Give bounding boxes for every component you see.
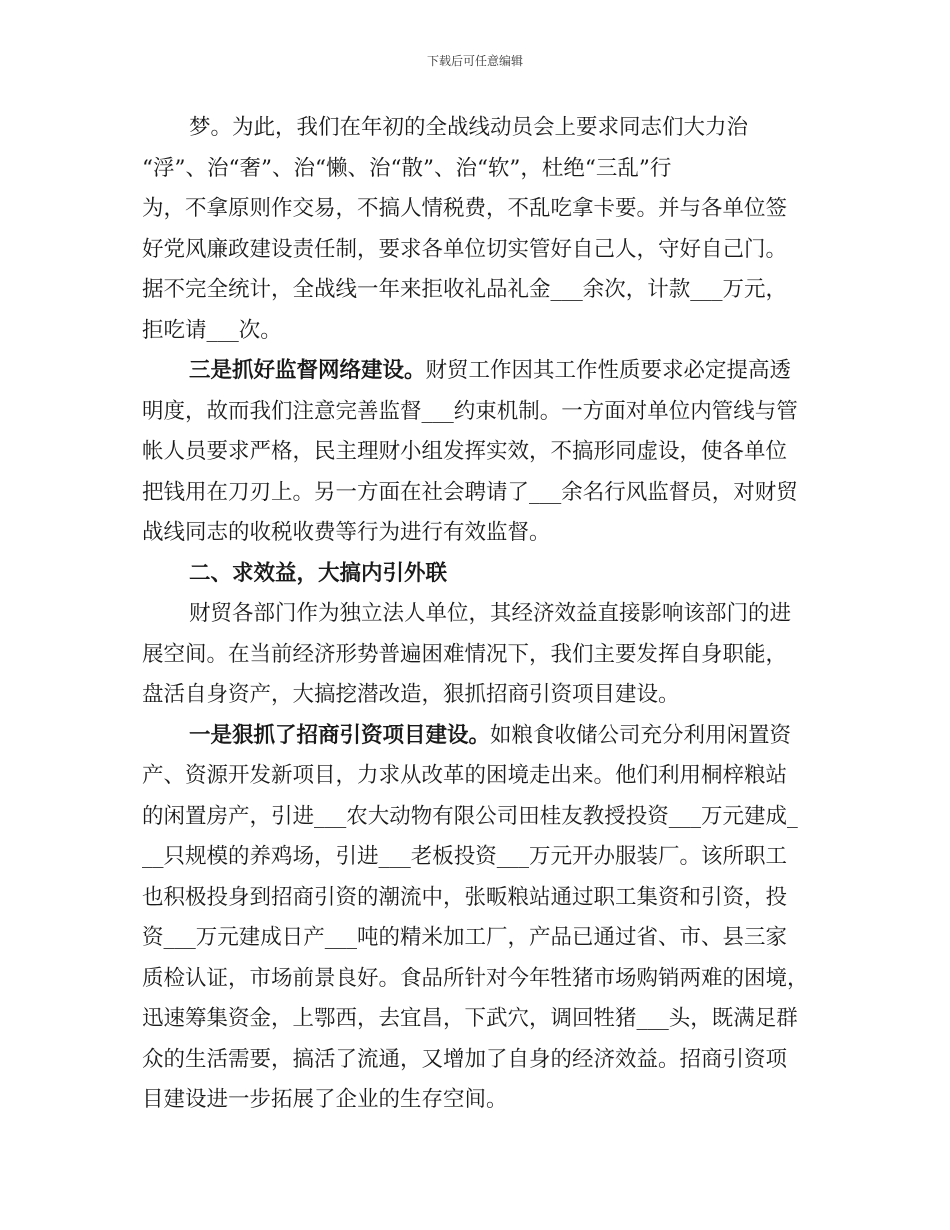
- text-line: 把钱用在刀刃上。另一方面在社会聘请了___余名行风监督员，对财贸: [142, 479, 798, 505]
- text-line: 众的生活需要，搞活了流通，又增加了自身的经济效益。招商引资项: [142, 1046, 788, 1072]
- text-line: 帐人员要求严格，民主理财小组发挥实效，不搞形同虚设，使各单位: [142, 439, 788, 464]
- page-header: 下载后可任意编辑: [426, 54, 523, 68]
- text-line: [142, 716, 817, 757]
- text-line: 资___万元建成日产___吨的精米加工厂，产品已通过省、市、县三家: [142, 925, 788, 950]
- text-line: 战线同志的收税收费等行为进行有效监督。: [142, 520, 551, 545]
- text-line: 的闲置房产，引进___农大动物有限公司田桂友教授投资___万元建成_: [142, 803, 798, 829]
- text-line: 也积极投身到招商引资的潮流中，张畈粮站通过职工集资和引资，投: [142, 884, 788, 910]
- text-line: 目建设进一步拓展了企业的生存空间。: [142, 1087, 508, 1112]
- text-run: 如粮食收储公司充分利用闲置资: [490, 722, 792, 748]
- text-line: 展空间。在当前经济形势普遍困难情况下，我们主要发挥自身职能，: [142, 641, 788, 667]
- text-line: 财贸各部门作为独立法人单位，其经济效益直接影响该部门的进: [189, 601, 792, 626]
- paragraph-lead: 一是狠抓了招商引资项目建设。: [189, 722, 491, 748]
- paragraph: [142, 594, 817, 716]
- document-body: [142, 108, 817, 1121]
- text-line: 据不完全统计，全战线一年来拒收礼品礼金___余次，计款___万元，: [142, 277, 788, 302]
- text-line: 明度，故而我们注意完善监督___约束机制。一方面对单位内管线与管: [142, 398, 798, 424]
- text-line: 质检认证，市场前景良好。食品所针对今年牲猪市场购销两难的困境，: [142, 965, 809, 991]
- text-line: 迅速筹集资金，上鄂西，去宜昌，下武穴，调回牲猪___头，既满足群: [142, 1006, 798, 1031]
- text-line: 产、资源开发新项目，力求从改革的困境走出来。他们利用桐梓粮站: [142, 763, 788, 788]
- text-line: 好党风廉政建设责任制，要求各单位切实管好自己人，守好自己门。: [142, 236, 788, 262]
- text-run: 财贸工作因其工作性质要求必定提高透: [425, 358, 792, 383]
- text-line: “浮”、治“奢”、治“懒、治“散”、治“软”，杜绝“三乱”行: [142, 155, 672, 181]
- text-line: 盘活自身资产，大搞挖潜改造，狠抓招商引资项目建设。: [142, 682, 680, 707]
- paragraph: [142, 716, 817, 1121]
- text-line: __只规模的养鸡场，引进___老板投资___万元开办服装厂。该所职工: [142, 844, 788, 869]
- paragraph: [142, 351, 817, 554]
- paragraph: [142, 108, 817, 351]
- paragraph-lead: 三是抓好监督网络建设。: [189, 358, 426, 383]
- text-line: 为，不拿原则作交易，不搞人情税费，不乱吃拿卡要。并与各单位签: [142, 196, 788, 221]
- text-line: 梦。为此，我们在年初的全战线动员会上要求同志们大力治: [189, 115, 749, 140]
- text-line: [142, 351, 817, 392]
- section-heading: 二、求效益，大搞内引外联: [189, 560, 448, 586]
- text-line: 拒吃请___次。: [142, 317, 282, 343]
